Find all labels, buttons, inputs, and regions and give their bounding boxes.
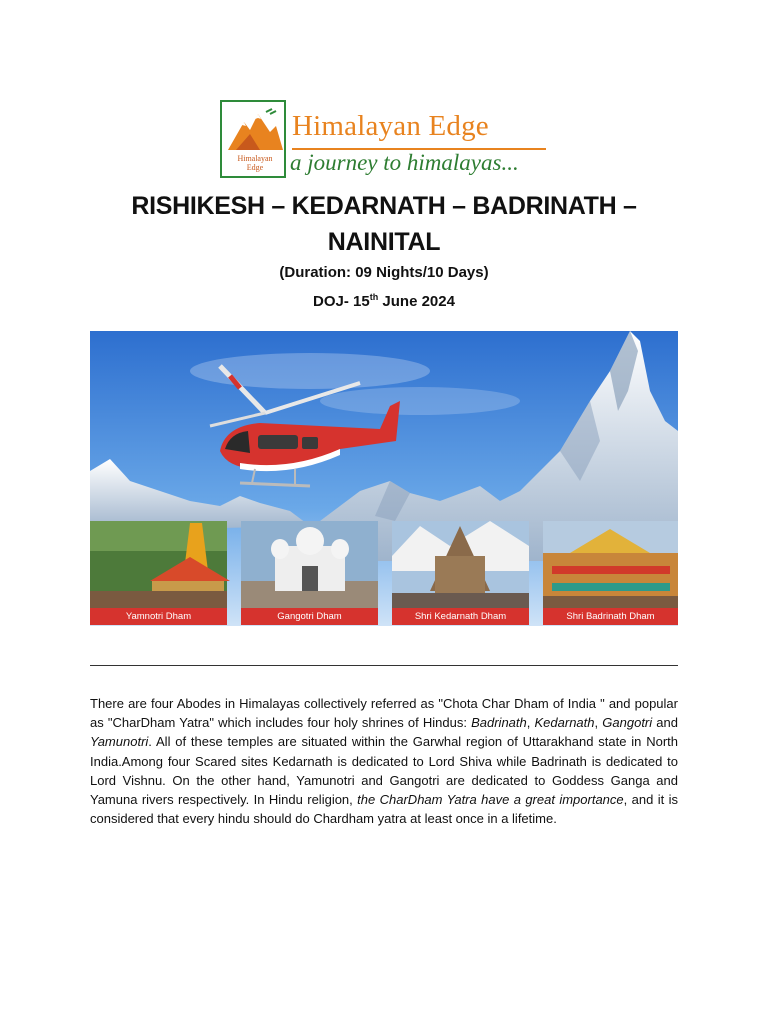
para-text-1: There are four Abodes in Himalayas collectively referred as "Chota Char Dham of India " and popular as "CharDham Yatra" which includes four holy shrines of Hindus:: [90, 696, 678, 731]
brand-name: Himalayan Edge: [292, 110, 489, 142]
shrine-yamunotri: Yamunotri: [90, 734, 149, 750]
temple-panel-badrinath: [543, 521, 678, 609]
caption-badrinath: Shri Badrinath Dham: [543, 608, 678, 625]
caption-gangotri: Gangotri Dham: [241, 608, 378, 625]
temple-panel-yamnotri: [90, 521, 230, 609]
shrine-gangotri: Gangotri: [602, 715, 653, 731]
shrine-kedarnath: Kedarnath: [534, 715, 595, 731]
logo-mark-text: Himalayan: [237, 154, 273, 163]
caption-yamnotri: Yamnotri Dham: [90, 608, 227, 625]
doj-prefix: DOJ- 15: [313, 293, 370, 310]
date-of-journey: [90, 287, 678, 312]
shrine-badrinath: Badrinath: [471, 715, 527, 731]
caption-kedarnath: Shri Kedarnath Dham: [392, 608, 529, 625]
intro-paragraph: [90, 694, 678, 828]
mountain-icon: [226, 108, 284, 152]
logo-mark: [220, 100, 286, 178]
temple-panel-gangotri: [241, 521, 378, 609]
para-sep-2: ,: [594, 715, 603, 731]
doj-superscript: th: [369, 292, 379, 302]
section-divider: [90, 665, 678, 666]
brand-tagline: a journey to himalayas...: [290, 150, 519, 175]
para-sep-1: ,: [526, 715, 535, 731]
banner-illustration: [90, 331, 678, 626]
para-text-3: , and it is considered that every hindu should do Chardham yatra at least once in a lifetime.: [90, 792, 679, 827]
doj-suffix: June 2024: [378, 293, 455, 310]
logo-mark-text-2: Edge: [246, 163, 264, 172]
para-sep-3: and: [652, 715, 678, 731]
brand-logo: [220, 100, 550, 182]
para-emphasis: the CharDham Yatra have a great importance: [357, 792, 624, 808]
page-title: RISHIKESH – KEDARNATH – BADRINATH – NAINITAL: [131, 192, 637, 256]
temple-panel-kedarnath: [392, 521, 529, 609]
para-text-2: . All of these temples are situated within the Garwhal region of Uttarakhand state in North India.Among four Scared sites Kedarnath is dedicated to Lord Shiva while Badrinath is dedicated to Lord Vishnu. On the other hand, Yamunotri and Gangotri are dedicated to Goddess Ganga and Yamuna rivers respectively. In Hindu religion,: [90, 734, 678, 808]
tour-banner-image: [90, 331, 678, 626]
tour-duration: (Duration: 09 Nights/10 Days): [279, 264, 489, 281]
